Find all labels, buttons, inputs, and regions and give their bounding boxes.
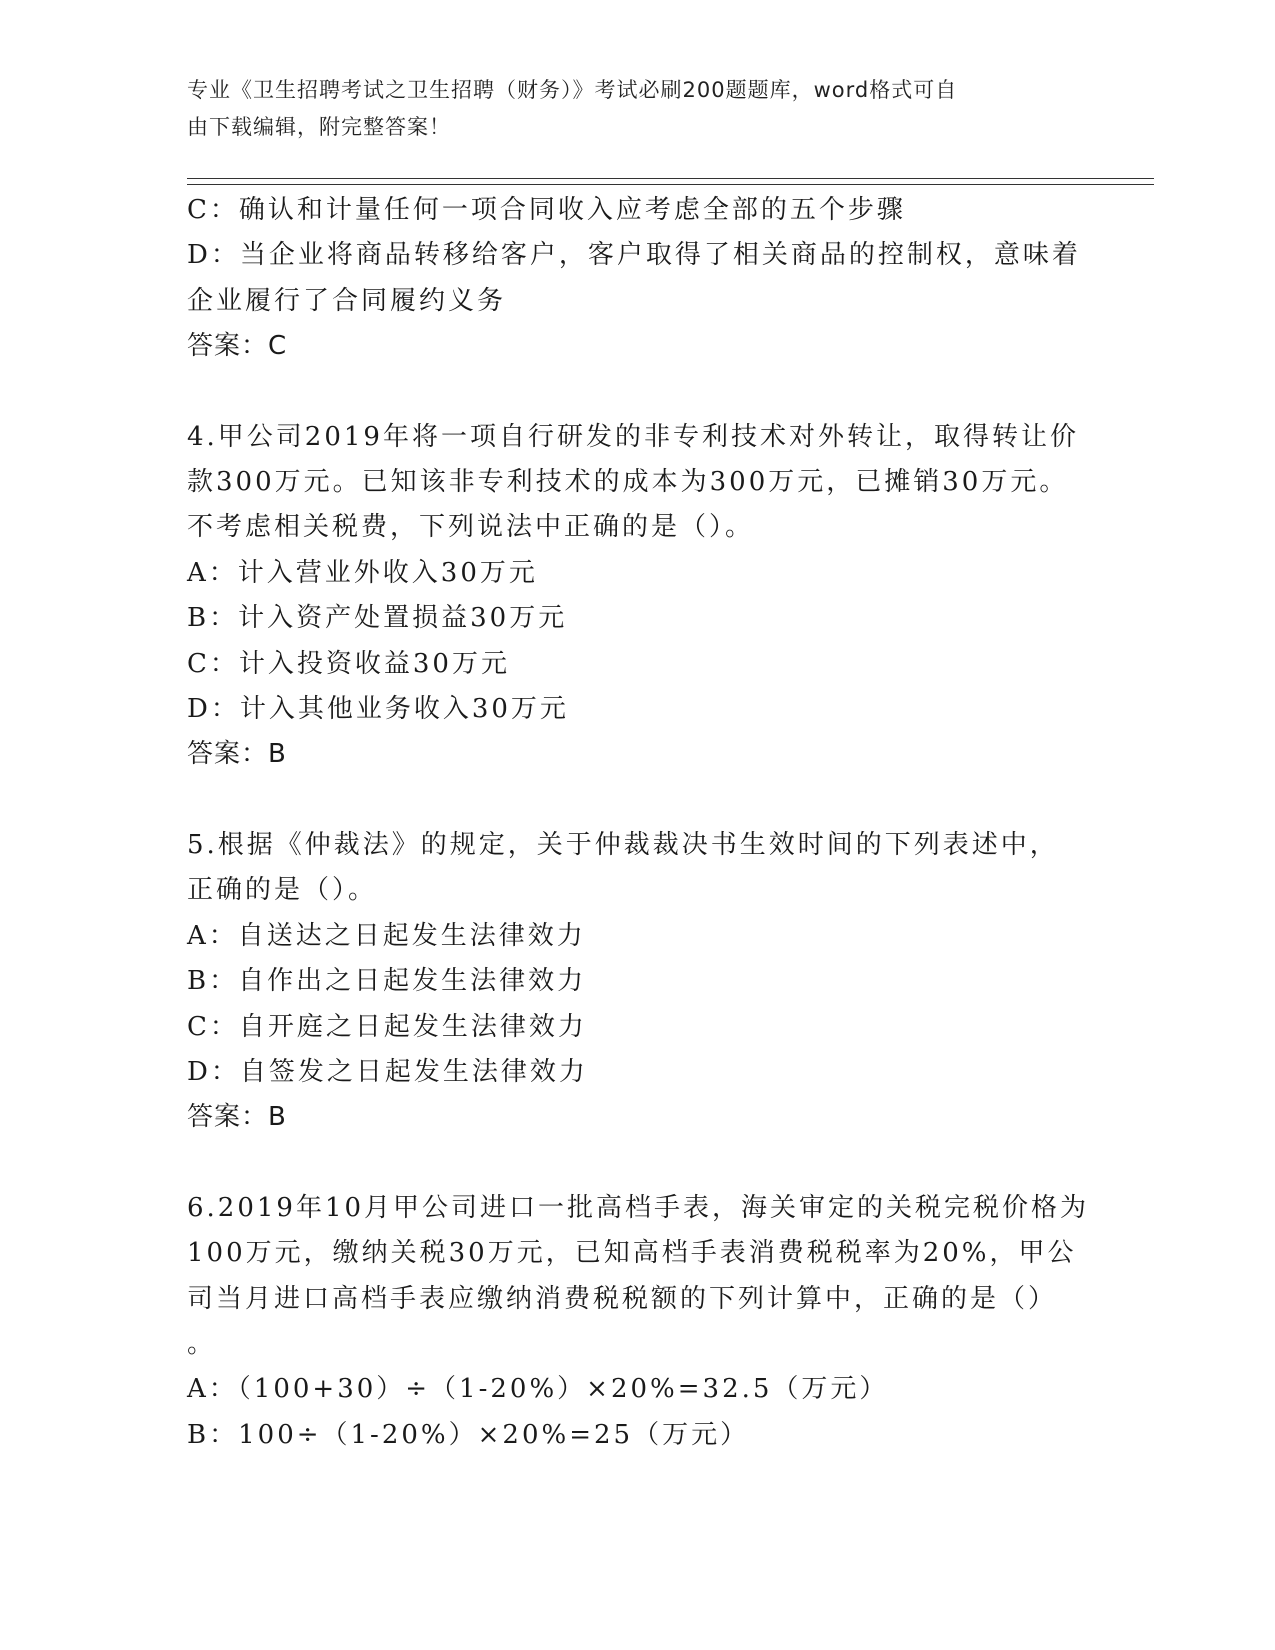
question-stem-line-3: 不考虑相关税费，下列说法中正确的是（）。: [187, 512, 755, 543]
header-line-1: 专业《卫生招聘考试之卫生招聘（财务）》考试必刷200题题库，word格式可自: [187, 78, 958, 102]
question-stem-line-1: 6.2019年10月甲公司进口一批高档手表，海关审定的关税完税价格为: [187, 1192, 1090, 1223]
option-d-line-1: D：当企业将商品转移给客户，客户取得了相关商品的控制权，意味着: [187, 240, 1081, 271]
spacer: [187, 1141, 1087, 1186]
option-c: C：计入投资收益30万元: [187, 648, 510, 679]
question-3-tail: [187, 188, 1087, 370]
question-stem-line-2: 款300万元。已知该非专利技术的成本为300万元，已摊销30万元。: [187, 467, 1069, 498]
answer: 答案：C: [187, 331, 288, 362]
question-stem-line-1: 4.甲公司2019年将一项自行研发的非专利技术对外转让，取得转让价: [187, 421, 1079, 452]
option-a: A：（100+30）÷（1-20%）×20%=32.5（万元）: [187, 1374, 889, 1405]
option-b: B：100÷（1-20%）×20%=25（万元）: [187, 1419, 750, 1450]
question-stem-line-1: 5.根据《仲裁法》的规定，关于仲裁裁决书生效时间的下列表述中，: [187, 829, 1059, 860]
spacer: [187, 370, 1087, 415]
question-stem-line-2: 100万元，缴纳关税30万元，已知高档手表消费税税率为20%，甲公: [187, 1238, 1077, 1269]
option-b: B：计入资产处置损益30万元: [187, 603, 568, 634]
option-b: B：自作出之日起发生法律效力: [187, 966, 587, 997]
option-c: C：自开庭之日起发生法律效力: [187, 1011, 587, 1042]
document-header: [187, 72, 1067, 146]
question-stem-line-3: 司当月进口高档手表应缴纳消费税税额的下列计算中，正确的是（）: [187, 1283, 1058, 1314]
option-a: A：自送达之日起发生法律效力: [187, 920, 586, 951]
option-d-line-2: 企业履行了合同履约义务: [187, 285, 507, 316]
document-body: [187, 188, 1090, 1458]
header-divider: [187, 178, 1154, 185]
question-stem-line-2: 正确的是（）。: [187, 875, 378, 906]
answer: 答案：B: [187, 739, 287, 770]
question-6: [187, 1186, 1090, 1458]
header-line-2: 由下载编辑，附完整答案！: [187, 115, 451, 139]
option-d: D：计入其他业务收入30万元: [187, 694, 569, 725]
option-d: D：自签发之日起发生法律效力: [187, 1056, 588, 1087]
question-4: [187, 415, 1087, 778]
question-5: [187, 823, 1087, 1141]
answer: 答案：B: [187, 1102, 287, 1133]
option-a: A：计入营业外收入30万元: [187, 557, 538, 588]
spacer: [187, 778, 1087, 823]
question-stem-line-4: 。: [187, 1328, 217, 1359]
option-c: C：确认和计量任何一项合同收入应考虑全部的五个步骤: [187, 195, 906, 225]
